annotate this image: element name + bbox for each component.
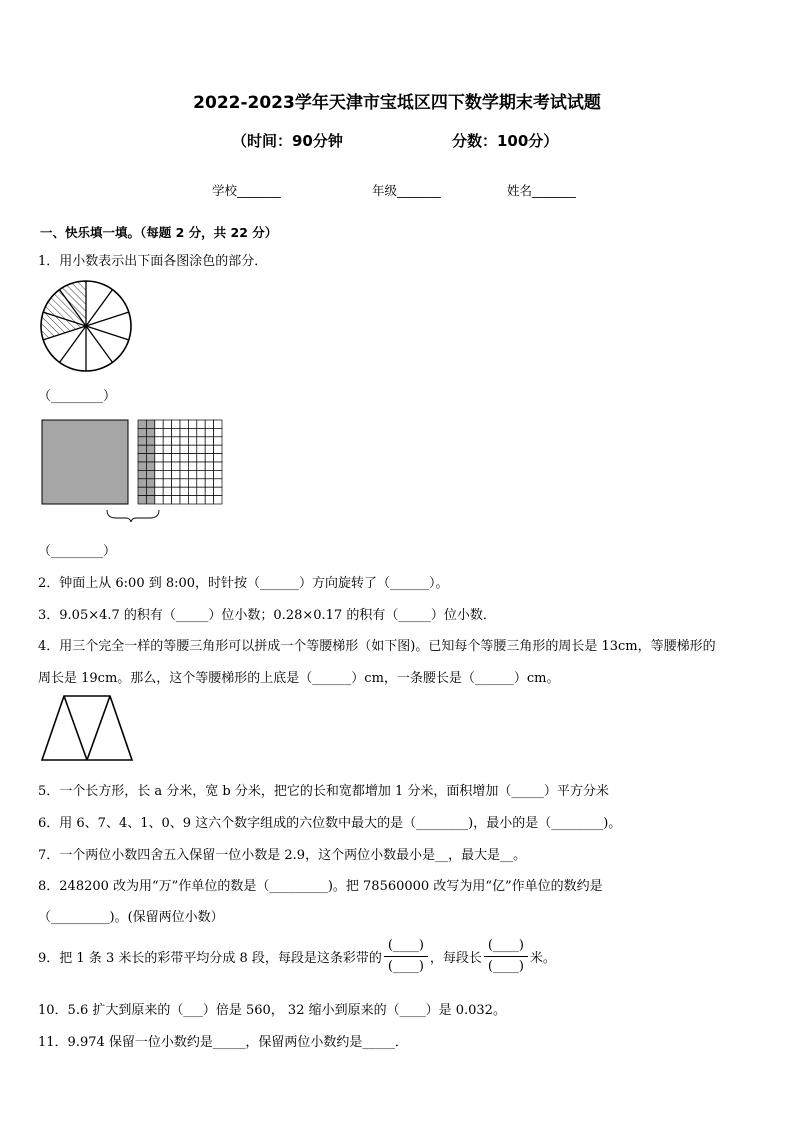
q1-answer-blank-a[interactable]: （________）: [38, 389, 117, 404]
grade-field: 年级_______: [372, 183, 441, 198]
trapezoid-figure: [40, 692, 134, 764]
question-7: 7．一个两位小数四舍五入保留一位小数是 2.9，这个两位小数最小是__，最大是__。: [38, 848, 527, 863]
q9-fraction-1-denominator[interactable]: (____): [387, 959, 424, 974]
question-8-line-1: 8．248200 改为用“万”作单位的数是（_________)。把 78560000 改写为用“亿”作单位的数约是: [38, 879, 603, 894]
school-field: 学校_______: [212, 183, 281, 198]
question-1: 1．用小数表示出下面各图涂色的部分．: [38, 254, 268, 269]
circle-figure: [38, 278, 134, 374]
question-4-line-2: 周长是 19cm。那么，这个等腰梯形的上底是（______）cm，一条腰长是（______）cm。: [38, 671, 560, 686]
question-11: 11．9.974 保留一位小数约是_____，保留两位小数约是_____．: [38, 1035, 408, 1050]
q9-text-c: 米。: [529, 951, 556, 966]
page-title: 2022-2023学年天津市宝坻区四下数学期末考试试题: [193, 93, 601, 113]
q9-fraction-2-numerator[interactable]: (____): [487, 938, 524, 953]
question-4-line-1: 4．用三个完全一样的等腰三角形可以拼成一个等腰梯形（如下图)。已知每个等腰三角形的周长是 13cm，等腰梯形的: [38, 639, 716, 654]
grid-figure: [40, 418, 230, 522]
q9-fraction-2[interactable]: [484, 938, 528, 975]
q9-text-b: ，每段长: [429, 951, 482, 966]
q9-text-a: 9．把 1 条 3 米长的彩带平均分成 8 段，每段是这条彩带的: [38, 951, 382, 966]
question-9: [38, 938, 556, 975]
section-heading: 一、快乐填一填。（每题 2 分，共 22 分）: [40, 225, 278, 240]
exam-time: （时间：90分钟: [232, 132, 343, 150]
question-10: 10．5.6 扩大到原来的（___）倍是 560， 32 缩小到原来的（____）是 0.032。: [38, 1003, 506, 1018]
exam-score: 分数：100分）: [452, 132, 559, 150]
name-field: 姓名_______: [507, 183, 576, 198]
q9-fraction-1-numerator[interactable]: (____): [387, 938, 424, 953]
q1-answer-blank-b[interactable]: （________）: [38, 544, 117, 559]
question-5: 5．一个长方形，长 a 分米，宽 b 分米，把它的长和宽都增加 1 分米，面积增加（_____）平方分米: [38, 784, 609, 799]
q9-fraction-2-denominator[interactable]: (____): [487, 959, 524, 974]
question-6: 6．用 6、7、4、1、0、9 这六个数字组成的六位数中最大的是（________)，最小的是（________)。: [38, 816, 622, 831]
question-2: 2．钟面上从 6:00 到 8:00，时针按（______）方向旋转了（______）。: [38, 576, 449, 591]
question-3: 3．9.05×4.7 的积有（_____）位小数；0.28×0.17 的积有（_____）位小数．: [38, 608, 496, 623]
question-8-line-2: （_________)。(保留两位小数）: [38, 910, 224, 925]
q9-fraction-1[interactable]: [384, 938, 428, 975]
